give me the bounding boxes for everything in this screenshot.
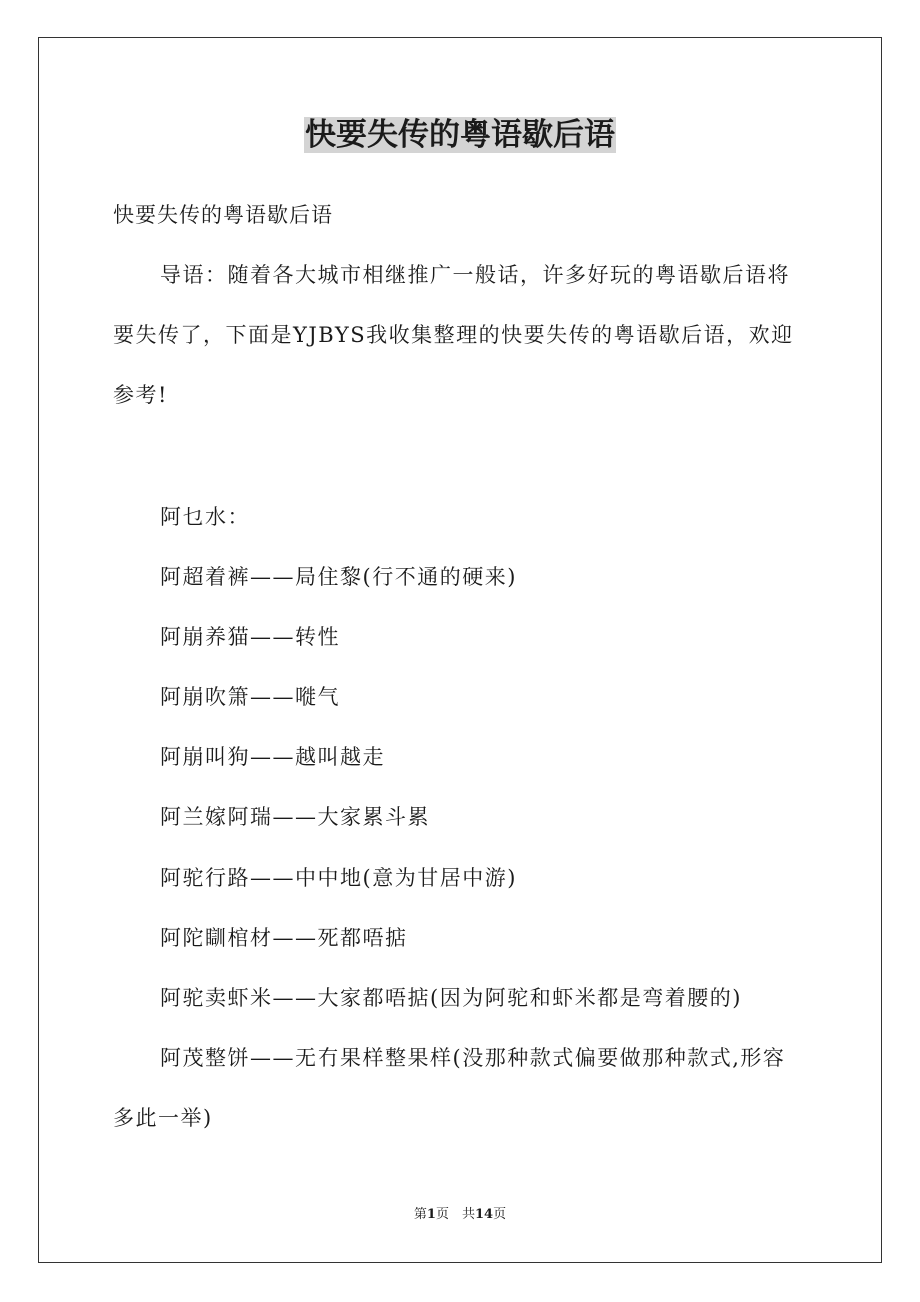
page-footer xyxy=(0,1205,920,1225)
footer-mid: 页 共 xyxy=(435,1207,475,1222)
intro-line-1: 导语：随着各大城市相继推广一般话，许多好玩的粤语歇后语将 xyxy=(160,263,790,287)
document-title xyxy=(0,112,920,158)
entry-item: 阿崩吹箫——嘥气 xyxy=(160,685,340,709)
entry-item: 阿超着裤——局住黎(行不通的硬来) xyxy=(160,565,517,589)
footer-suffix: 页 xyxy=(493,1207,507,1222)
entry-item: 阿崩叫狗——越叫越走 xyxy=(160,745,385,769)
footer-prefix: 第 xyxy=(413,1207,427,1222)
entry-item-continuation: 多此一举) xyxy=(113,1106,213,1130)
intro-line-3: 参考! xyxy=(113,383,168,407)
current-page-number: 1 xyxy=(426,1207,436,1222)
entry-heading: 阿乜水： xyxy=(160,505,250,529)
entry-item: 阿驼行路——中中地(意为甘居中游) xyxy=(160,866,517,890)
document-title-text: 快要失传的粤语歇后语 xyxy=(305,117,615,153)
intro-line-2: 要失传了，下面是YJBYS我收集整理的快要失传的粤语歇后语，欢迎 xyxy=(113,323,794,347)
entry-item: 阿驼卖虾米——大家都唔掂(因为阿驼和虾米都是弯着腰的) xyxy=(160,986,742,1010)
entry-item: 阿兰嫁阿瑞——大家累斗累 xyxy=(160,805,430,829)
total-page-number: 14 xyxy=(474,1207,494,1222)
entry-item: 阿茂整饼——无冇果样整果样(没那种款式偏要做那种款式,形容 xyxy=(160,1046,786,1070)
entry-item: 阿陀瞓棺材——死都唔掂 xyxy=(160,926,408,950)
document-subtitle: 快要失传的粤语歇后语 xyxy=(113,203,333,227)
entry-item: 阿崩养猫——转性 xyxy=(160,625,340,649)
